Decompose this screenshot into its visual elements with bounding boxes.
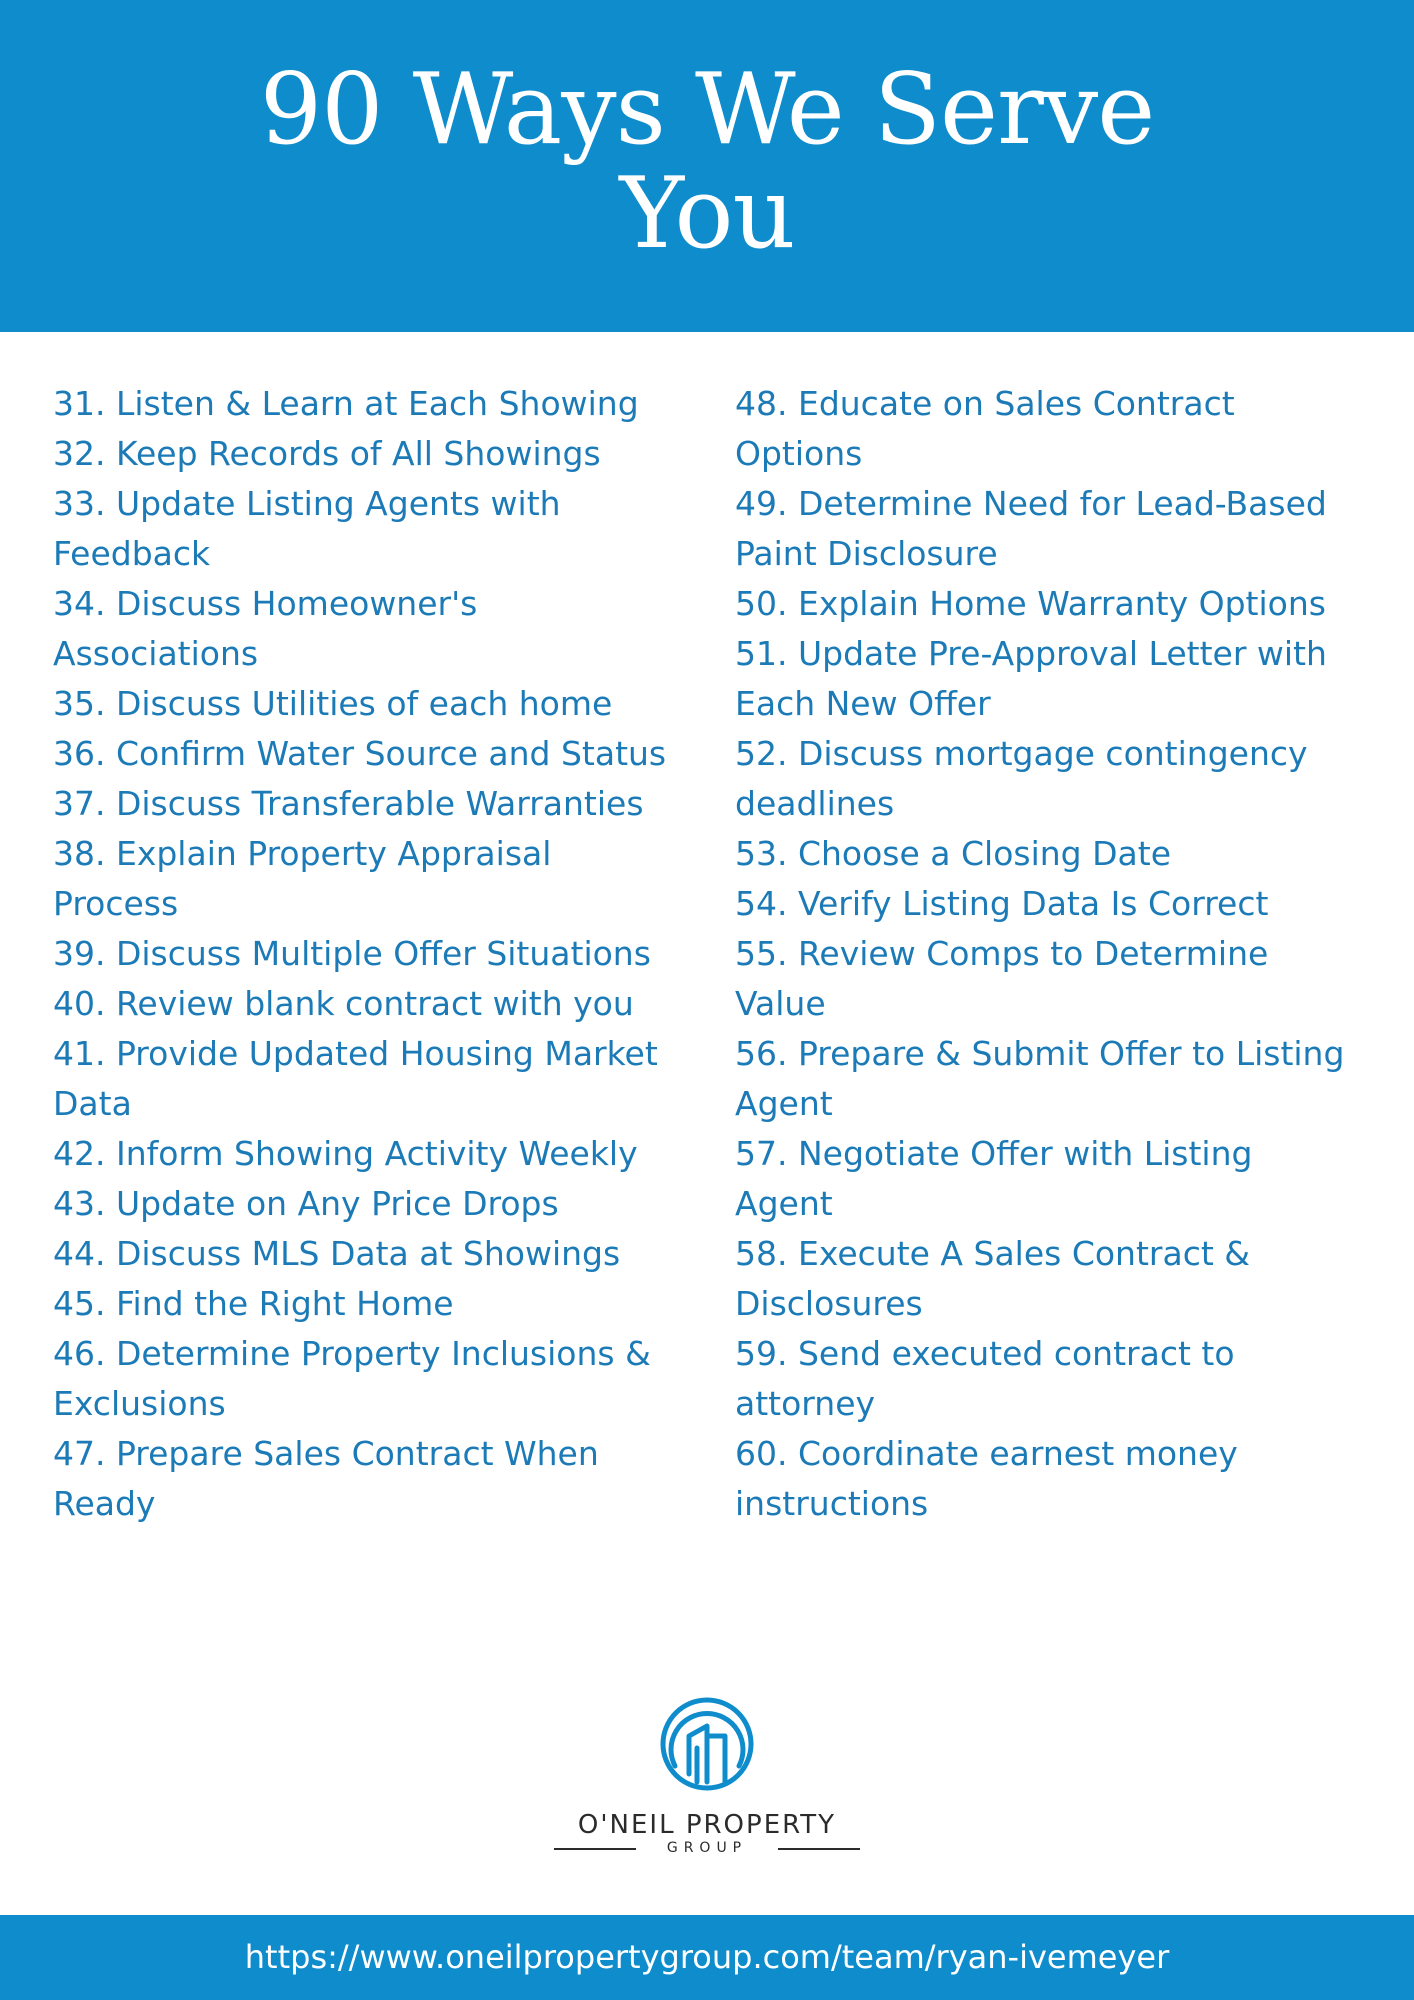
list-item: 46. Determine Property Inclusions & Exclusions: [53, 1334, 651, 1423]
logo-subtitle: [546, 1838, 868, 1858]
logo-subtitle-text: GROUP: [666, 1840, 748, 1856]
list-item: 54. Verify Listing Data Is Correct: [735, 884, 1269, 923]
services-list-right: [735, 379, 1355, 1529]
list-item: 33. Update Listing Agents with Feedback: [53, 484, 561, 573]
page-title: 90 Ways We Serve You: [259, 53, 1155, 271]
list-item: 47. Prepare Sales Contract When Ready: [53, 1434, 599, 1523]
list-item: 53. Choose a Closing Date: [735, 834, 1171, 873]
logo-wordmark: O'NEIL PROPERTY: [577, 1810, 837, 1840]
list-item: 43. Update on Any Price Drops: [53, 1184, 559, 1223]
list-item: 50. Explain Home Warranty Options: [735, 584, 1326, 623]
list-item: 40. Review blank contract with you: [53, 984, 634, 1023]
building-in-circle-icon: [647, 1690, 767, 1810]
list-item: 32. Keep Records of All Showings: [53, 434, 601, 473]
list-item: 35. Discuss Utilities of each home: [53, 684, 613, 723]
list-item: 37. Discuss Transferable Warranties: [53, 784, 644, 823]
header-banner: [0, 0, 1414, 332]
footer-bar: [0, 1915, 1414, 2000]
list-item: 45. Find the Right Home: [53, 1284, 454, 1323]
list-item: 56. Prepare & Submit Offer to Listing Agent: [735, 1034, 1345, 1123]
list-item: 31. Listen & Learn at Each Showing: [53, 384, 639, 423]
list-item: 38. Explain Property Appraisal Process: [53, 834, 552, 923]
list-item: 52. Discuss mortgage contingency deadlines: [735, 734, 1308, 823]
list-item: 55. Review Comps to Determine Value: [735, 934, 1269, 1023]
list-item: 57. Negotiate Offer with Listing Agent: [735, 1134, 1253, 1223]
list-item: 44. Discuss MLS Data at Showings: [53, 1234, 621, 1273]
list-item: 48. Educate on Sales Contract Options: [735, 384, 1235, 473]
list-item: 34. Discuss Homeowner's Associations: [53, 584, 478, 673]
list-item: 49. Determine Need for Lead-Based Paint Disclosure: [735, 484, 1327, 573]
list-item: 39. Discuss Multiple Offer Situations: [53, 934, 651, 973]
list-item: 42. Inform Showing Activity Weekly: [53, 1134, 638, 1173]
company-logo: [546, 1690, 868, 1860]
list-item: 59. Send executed contract to attorney: [735, 1334, 1235, 1423]
list-item: 58. Execute A Sales Contract & Disclosures: [735, 1234, 1250, 1323]
website-link[interactable]: https://www.oneilpropertygroup.com/team/ryan-ivemeyer: [244, 1938, 1170, 1976]
services-list-left: [53, 379, 673, 1529]
list-item: 60. Coordinate earnest money instructions: [735, 1434, 1238, 1523]
list-item: 41. Provide Updated Housing Market Data: [53, 1034, 658, 1123]
list-item: 36. Confirm Water Source and Status: [53, 734, 667, 773]
list-item: 51. Update Pre-Approval Letter with Each New Offer: [735, 634, 1327, 723]
divider: [778, 1848, 860, 1850]
